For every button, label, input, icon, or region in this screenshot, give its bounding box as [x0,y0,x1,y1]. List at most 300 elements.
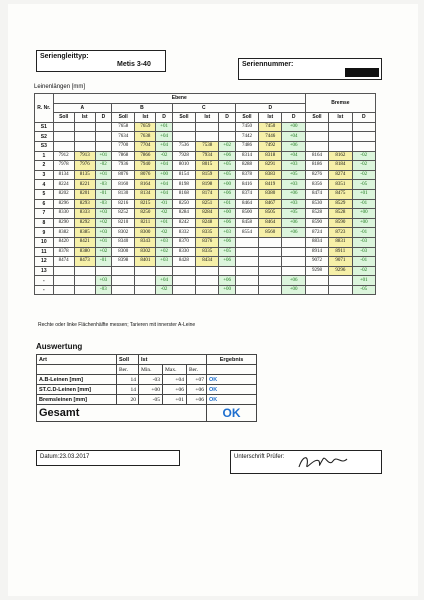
ist-cell: 8215 [135,199,156,209]
diff-cell: +06 [219,218,235,228]
soll-cell [172,276,195,286]
ist-cell: 8560 [259,228,282,238]
diff-cell: -02 [95,161,111,171]
soll-cell: 8242 [172,218,195,228]
ist-cell: 7976 [74,161,95,171]
eval-sub-min: Min. [139,365,163,375]
ist-cell: 8274 [329,170,352,180]
ist-cell [135,285,156,295]
ist-cell: 7940 [135,161,156,171]
table-row [35,199,376,209]
soll-cell: 8382 [53,228,74,238]
ist-cell: 8134 [135,189,156,199]
diff-cell [352,122,375,132]
ist-cell: 8723 [329,228,352,238]
header-group-b: B [112,103,173,113]
ist-cell [196,132,219,142]
diff-cell [282,237,305,247]
soll-cell: 8398 [112,257,135,267]
minmax-cell: +06 [219,276,235,286]
table-row [35,228,376,238]
diff-cell: -01 [156,199,172,209]
ist-cell [329,141,352,151]
eval-result: OK [207,375,257,385]
serial-number-redacted [345,68,379,77]
soll-cell [53,266,74,276]
ist-cell: 7704 [135,141,156,151]
soll-cell: 8420 [53,237,74,247]
row-number: S1 [35,122,54,132]
diff-cell: +06 [219,237,235,247]
soll-cell: 7486 [235,141,258,151]
soll-cell: 8724 [305,228,328,238]
diff-cell [95,266,111,276]
diff-cell [219,266,235,276]
soll-cell [305,122,328,132]
ist-cell: 8201 [74,189,95,199]
table-row [35,151,376,161]
table-title: Leinenlängen [mm] [34,84,86,90]
ist-cell [259,276,282,286]
diff-cell: +03 [95,209,111,219]
ist-cell: 8291 [259,161,282,171]
row-number: 5 [35,189,54,199]
evaluation-title: Auswertung [36,342,83,351]
diff-cell: +05 [282,170,305,180]
header-sub-d: D [219,113,235,123]
soll-cell: 8198 [172,180,195,190]
header-sub-ist: Ist [196,113,219,123]
soll-cell: 8474 [53,257,74,267]
diff-cell: -03 [95,180,111,190]
minmax-cell: -02 [156,285,172,295]
soll-cell: 8216 [112,199,135,209]
ist-cell: 8251 [196,199,219,209]
ist-cell: 8211 [135,218,156,228]
table-row [35,266,376,276]
diff-cell: +04 [156,180,172,190]
diff-cell: +00 [219,180,235,190]
soll-cell: 8458 [235,218,258,228]
diff-cell: +04 [156,132,172,142]
diff-cell: -03 [352,247,375,257]
row-number: 6 [35,199,54,209]
ist-cell: 8376 [196,237,219,247]
soll-cell: 8284 [172,209,195,219]
diff-cell: -01 [352,228,375,238]
soll-cell: 8834 [305,237,328,247]
diff-cell: +01 [95,170,111,180]
diff-cell: +05 [219,170,235,180]
diff-cell: -01 [95,189,111,199]
soll-cell: 8288 [235,161,258,171]
ist-cell: 8475 [329,189,352,199]
ist-cell: 8250 [135,209,156,219]
row-number: 1 [35,151,54,161]
soll-cell: 8164 [305,151,328,161]
ist-cell: 8162 [329,151,352,161]
ist-cell [74,266,95,276]
soll-cell [235,237,258,247]
table-row [35,132,376,142]
ist-cell [329,122,352,132]
diff-cell: -01 [352,199,375,209]
ist-cell: 8464 [259,218,282,228]
ist-cell: 8300 [135,228,156,238]
header-sub-ist: Ist [74,113,95,123]
diff-cell: +04 [156,141,172,151]
soll-cell: 8160 [112,180,135,190]
diff-cell [282,247,305,257]
soll-cell [235,276,258,286]
header-bremse: Bremse [305,94,375,113]
ist-cell [259,285,282,295]
minmax-cell: +00 [282,285,305,295]
minmax-cell: +04 [156,276,172,286]
soll-cell [235,247,258,257]
soll-cell [172,285,195,295]
soll-cell: 8250 [172,199,195,209]
diff-cell: +03 [95,228,111,238]
ist-cell: 8221 [74,180,95,190]
soll-cell: 8290 [53,218,74,228]
diff-cell: +06 [282,141,305,151]
ist-cell: 9071 [329,257,352,267]
ist-cell [135,266,156,276]
soll-cell: 7912 [53,151,74,161]
diff-cell [282,257,305,267]
soll-cell [305,285,328,295]
ist-cell [74,285,95,295]
soll-cell: 9072 [305,257,328,267]
date-label: Datum:23.03.2017 [40,454,90,460]
eval-row: Bremsleinen [mm] 20 -05 +01 +06 OK [37,395,257,405]
table-row [35,257,376,267]
ist-cell: 9296 [329,266,352,276]
overall-label: Gesamt [37,405,207,422]
minmax-cell: -03 [95,285,111,295]
evaluation-table [36,354,257,422]
diff-cell: +05 [219,161,235,171]
soll-cell: 8416 [235,180,258,190]
eval-head-soll: Soll [117,355,139,365]
diff-cell [352,141,375,151]
diff-cell: +06 [282,189,305,199]
header-r-nr: R. Nr. [35,94,54,123]
soll-cell [53,276,74,286]
soll-cell: 7634 [112,132,135,142]
row-number: 7 [35,209,54,219]
soll-cell: 8134 [53,170,74,180]
soll-cell: 8252 [112,209,135,219]
diff-cell: +00 [219,209,235,219]
soll-cell [53,141,74,151]
diff-cell: -02 [352,170,375,180]
eval-sub-ber: Ber. [117,365,139,375]
ist-cell: 8318 [259,151,282,161]
table-row [35,209,376,219]
soll-cell: 8464 [235,199,258,209]
diff-cell: +03 [156,237,172,247]
ist-cell: 8467 [259,199,282,209]
ist-cell [259,257,282,267]
soll-cell [172,266,195,276]
soll-cell: 8314 [235,151,258,161]
soll-cell [172,122,195,132]
diff-cell: -03 [95,199,111,209]
eval-sub-ber2: Ber. [187,365,207,375]
eval-sub-max: Max. [163,365,187,375]
soll-cell: 8300 [112,247,135,257]
diff-cell: +05 [219,247,235,257]
soll-cell: 8340 [112,237,135,247]
date-box [36,450,180,466]
header-sub-d: D [95,113,111,123]
soll-cell: 8154 [172,170,195,180]
ist-cell: 8198 [196,180,219,190]
ist-cell [196,276,219,286]
row-number: 9 [35,228,54,238]
diff-cell: -01 [352,257,375,267]
diff-cell: +00 [352,209,375,219]
diff-cell: +04 [156,161,172,171]
soll-cell: 7442 [235,132,258,142]
soll-cell [112,285,135,295]
soll-cell [112,276,135,286]
diff-cell: -02 [352,161,375,171]
table-row [35,161,376,171]
ist-cell: 8335 [196,247,219,257]
soll-cell: 8474 [305,189,328,199]
header-group-c: C [172,103,235,113]
ist-cell: 8292 [74,218,95,228]
diff-cell: +00 [352,218,375,228]
ist-cell [74,132,95,142]
header-sub-d: D [156,113,172,123]
row-number: 10 [35,237,54,247]
signature-label: Unterschrift Prüfer: [234,454,285,460]
ist-cell: 8385 [74,228,95,238]
soll-cell: 8500 [235,209,258,219]
soll-cell: 9298 [305,266,328,276]
ist-cell: 8590 [329,218,352,228]
diff-cell: +03 [282,161,305,171]
table-row [35,247,376,257]
diff-cell: +01 [156,122,172,132]
ist-cell: 8419 [259,180,282,190]
soll-cell: 8202 [53,189,74,199]
diff-cell: +05 [282,209,305,219]
soll-cell: 8528 [305,209,328,219]
diff-cell: +01 [352,189,375,199]
ist-cell: 8383 [259,170,282,180]
signature-box [230,450,382,474]
ist-cell [196,122,219,132]
soll-cell: 8296 [53,199,74,209]
minmax-cell: +00 [219,285,235,295]
diff-cell: -02 [156,228,172,238]
ist-cell: 8351 [329,180,352,190]
diff-cell: -02 [352,266,375,276]
diff-cell: -01 [95,257,111,267]
diff-cell: +01 [156,218,172,228]
ist-cell: 8015 [196,161,219,171]
diff-cell: +00 [282,122,305,132]
table-row [35,180,376,190]
ist-cell: 8333 [74,209,95,219]
header-sub-soll: Soll [235,113,258,123]
row-number: 2 [35,161,54,171]
header-sub-ist: Ist [329,113,352,123]
diff-cell: +06 [219,189,235,199]
row-number: 3 [35,170,54,180]
row-number: 8 [35,218,54,228]
diff-cell: +02 [156,247,172,257]
soll-cell: 8356 [305,180,328,190]
serial-number-box [238,58,382,80]
soll-cell: 8224 [53,180,74,190]
eval-row: ST.C.D-Leinen [mm] 14 +00 +06 +06 OK [37,385,257,395]
table-row [35,141,376,151]
diff-cell: +02 [219,141,235,151]
ist-cell: 7538 [196,141,219,151]
ist-cell [74,141,95,151]
ist-cell [259,237,282,247]
table-row [35,122,376,132]
soll-cell: 8302 [112,228,135,238]
soll-cell [172,132,195,142]
diff-cell [156,266,172,276]
diff-cell [219,122,235,132]
soll-cell: 8914 [305,247,328,257]
soll-cell: 7936 [112,161,135,171]
soll-cell: 8168 [172,189,195,199]
soll-cell: 7450 [235,122,258,132]
ist-cell: 8164 [135,180,156,190]
ist-cell: 7934 [196,151,219,161]
diff-cell: +04 [156,189,172,199]
document-page [8,4,418,596]
row-number: S3 [35,141,54,151]
ist-cell: 7913 [74,151,95,161]
soll-cell: 7928 [172,151,195,161]
soll-cell: 7978 [53,161,74,171]
soll-cell: 8330 [172,247,195,257]
soll-cell [305,141,328,151]
header-sub-ist: Ist [259,113,282,123]
header-sub-ist: Ist [135,113,156,123]
row-number: - [35,285,54,295]
ist-cell: 8248 [196,218,219,228]
diff-cell: +04 [282,151,305,161]
ist-cell: 8401 [135,257,156,267]
diff-cell: +03 [156,257,172,267]
header-ebene: Ebene [53,94,305,104]
diff-cell: +00 [156,170,172,180]
minmax-row [35,276,376,286]
header-sub-d: D [352,113,375,123]
diff-cell [219,132,235,142]
soll-cell: 8530 [305,199,328,209]
series-type-box [36,50,166,72]
diff-cell: -02 [156,209,172,219]
row-number: - [35,276,54,286]
soll-cell [235,257,258,267]
diff-cell [95,122,111,132]
ist-cell: 8421 [74,237,95,247]
ist-cell: 8505 [259,209,282,219]
diff-cell: -02 [352,151,375,161]
ist-cell: 7446 [259,132,282,142]
soll-cell: 8554 [235,228,258,238]
minmax-cell: +03 [95,276,111,286]
diff-cell: +02 [95,218,111,228]
soll-cell: 8332 [172,228,195,238]
diff-cell [95,132,111,142]
soll-cell: 8428 [172,257,195,267]
ist-cell: 8159 [196,170,219,180]
table-row [35,170,376,180]
soll-cell: 8590 [305,218,328,228]
soll-cell [305,276,328,286]
soll-cell: 8276 [305,170,328,180]
diff-cell [352,132,375,142]
ist-cell: 8174 [196,189,219,199]
row-number: 11 [35,247,54,257]
header-sub-soll: Soll [53,113,74,123]
soll-cell: 7700 [112,141,135,151]
header-sub-soll: Soll [172,113,195,123]
soll-cell: 7868 [112,151,135,161]
ist-cell: 8302 [135,247,156,257]
ist-cell [74,122,95,132]
diff-cell: +03 [282,199,305,209]
diff-cell: -03 [352,237,375,247]
soll-cell [235,266,258,276]
ist-cell: 7638 [135,132,156,142]
ist-cell: 8135 [74,170,95,180]
soll-cell: 8370 [172,237,195,247]
ist-cell: 8184 [329,161,352,171]
soll-cell: 8130 [112,189,135,199]
table-row [35,218,376,228]
table-row [35,237,376,247]
soll-cell [53,122,74,132]
diff-cell: -05 [352,180,375,190]
ist-cell [196,285,219,295]
diff-cell [282,266,305,276]
diff-cell: +01 [95,237,111,247]
diff-cell: +04 [282,132,305,142]
ist-cell: 8380 [259,189,282,199]
diff-cell: +06 [282,218,305,228]
ist-cell [259,247,282,257]
soll-cell: 8378 [53,247,74,257]
soll-cell: 8330 [53,209,74,219]
ist-cell: 8529 [329,199,352,209]
diff-cell: +01 [219,199,235,209]
serial-number-label: Seriennummer: [242,61,294,68]
row-number: S2 [35,132,54,142]
soll-cell [305,132,328,142]
ist-cell: 8293 [74,199,95,209]
ist-cell: 8831 [329,237,352,247]
soll-cell: 7658 [112,122,135,132]
diff-cell: +06 [219,151,235,161]
soll-cell [235,285,258,295]
ist-cell: 8380 [74,247,95,257]
soll-cell: 8378 [235,170,258,180]
